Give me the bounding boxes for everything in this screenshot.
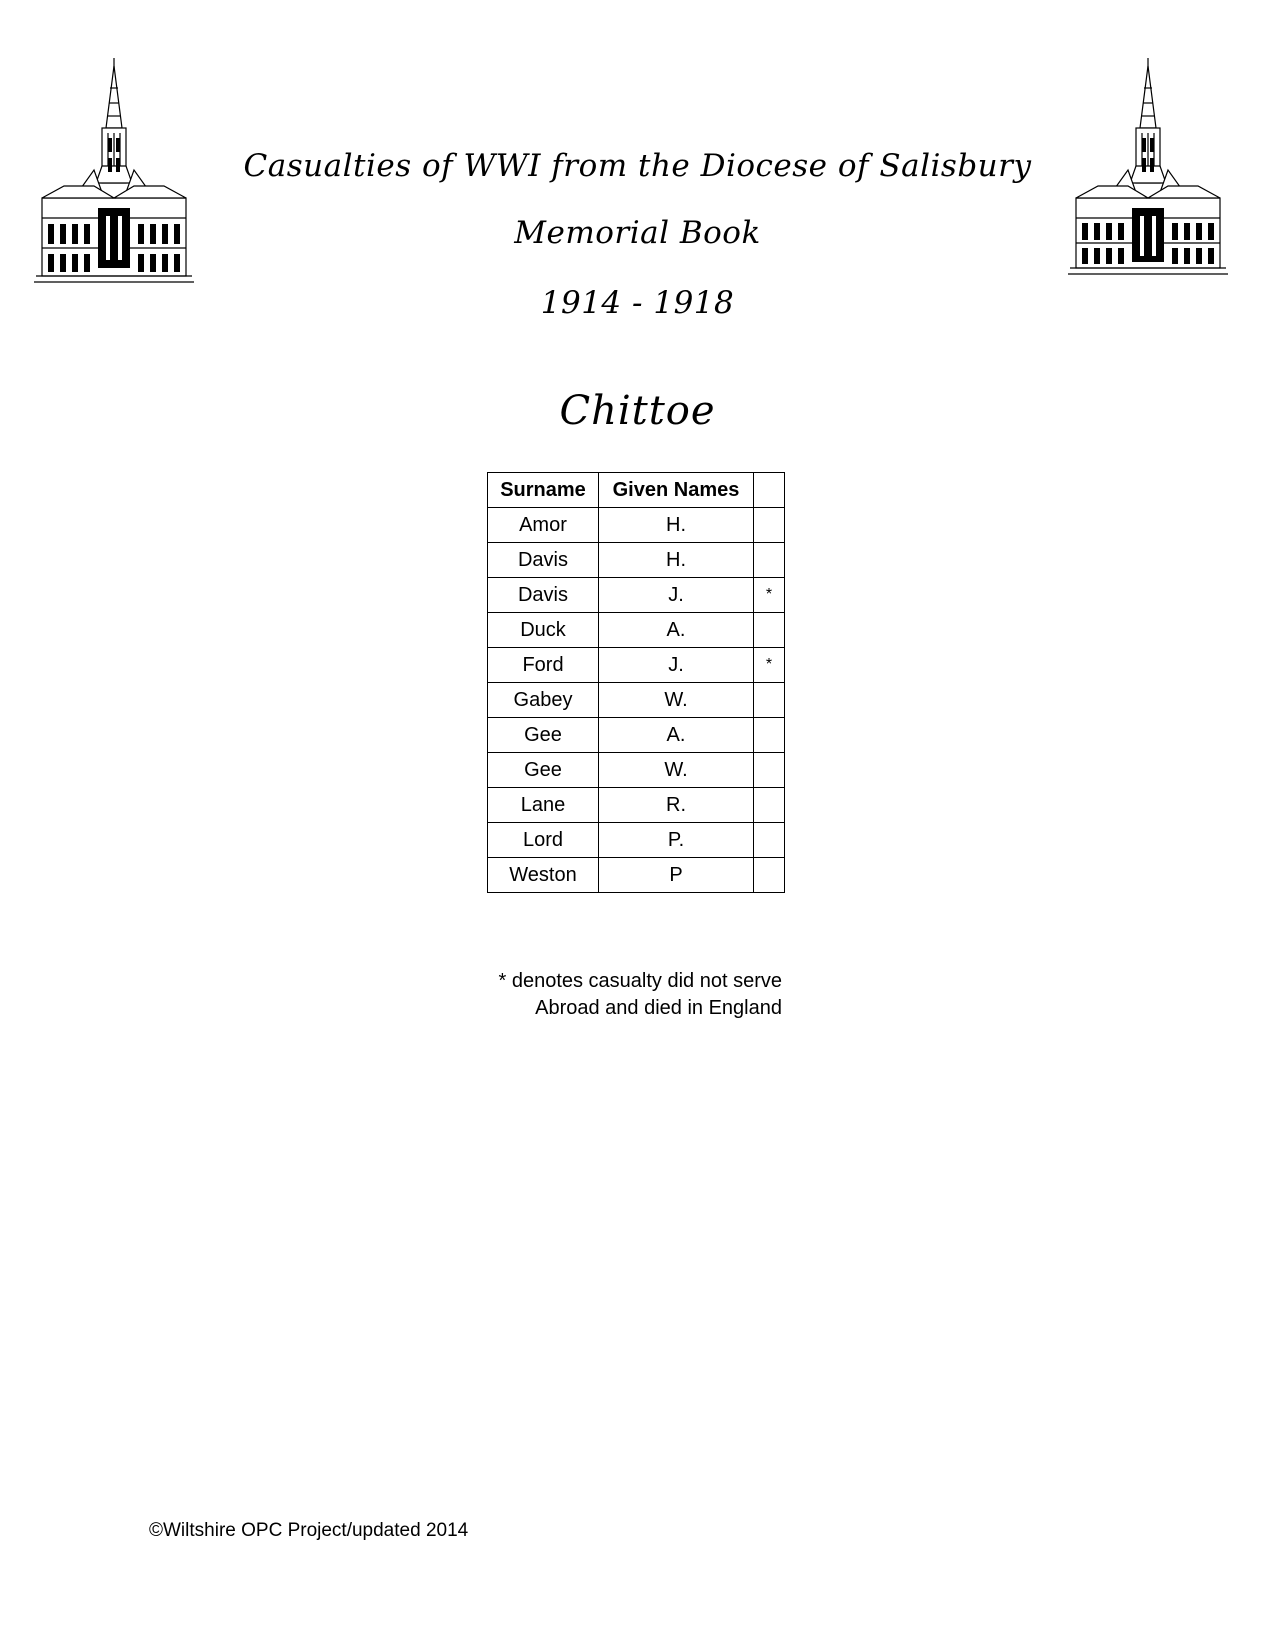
given-name-cell: P bbox=[599, 858, 754, 893]
mark-cell: * bbox=[754, 578, 785, 613]
mark-cell bbox=[754, 753, 785, 788]
surname-cell: Lane bbox=[488, 788, 599, 823]
column-header-mark bbox=[754, 473, 785, 508]
surname-cell: Gee bbox=[488, 718, 599, 753]
table-row bbox=[488, 508, 785, 543]
given-name-cell: A. bbox=[599, 613, 754, 648]
table-row bbox=[488, 753, 785, 788]
surname-cell: Weston bbox=[488, 858, 599, 893]
column-header-surname: Surname bbox=[488, 473, 599, 508]
table-row bbox=[488, 543, 785, 578]
given-name-cell: W. bbox=[599, 683, 754, 718]
mark-cell bbox=[754, 718, 785, 753]
given-name-cell: H. bbox=[599, 543, 754, 578]
surname-cell: Ford bbox=[488, 648, 599, 683]
copyright-footer: ©Wiltshire OPC Project/updated 2014 bbox=[149, 1520, 469, 1541]
table-row bbox=[488, 823, 785, 858]
surname-cell: Davis bbox=[488, 578, 599, 613]
given-name-cell: J. bbox=[599, 648, 754, 683]
footnote bbox=[480, 968, 782, 1022]
page-years: 1914 - 1918 bbox=[540, 285, 735, 321]
table-header-row bbox=[488, 473, 785, 508]
table-row bbox=[488, 648, 785, 683]
given-name-cell: W. bbox=[599, 753, 754, 788]
mark-cell bbox=[754, 543, 785, 578]
column-header-given-names: Given Names bbox=[599, 473, 754, 508]
surname-cell: Gee bbox=[488, 753, 599, 788]
mark-cell bbox=[754, 858, 785, 893]
page-title: Casualties of WWI from the Diocese of Salisbury bbox=[243, 148, 1032, 184]
given-name-cell: R. bbox=[599, 788, 754, 823]
mark-cell bbox=[754, 613, 785, 648]
surname-cell: Gabey bbox=[488, 683, 599, 718]
table-row bbox=[488, 718, 785, 753]
mark-cell bbox=[754, 823, 785, 858]
place-name: Chittoe bbox=[559, 388, 716, 434]
mark-cell bbox=[754, 508, 785, 543]
casualties-table bbox=[487, 472, 785, 893]
table-row bbox=[488, 683, 785, 718]
page-subtitle: Memorial Book bbox=[514, 215, 761, 251]
mark-cell bbox=[754, 683, 785, 718]
footnote-line-1: * denotes casualty did not serve bbox=[498, 970, 782, 992]
surname-cell: Davis bbox=[488, 543, 599, 578]
mark-cell: * bbox=[754, 648, 785, 683]
footnote-line-2: Abroad and died in England bbox=[535, 997, 782, 1019]
given-name-cell: P. bbox=[599, 823, 754, 858]
given-name-cell: A. bbox=[599, 718, 754, 753]
table-row bbox=[488, 613, 785, 648]
surname-cell: Amor bbox=[488, 508, 599, 543]
mark-cell bbox=[754, 788, 785, 823]
surname-cell: Lord bbox=[488, 823, 599, 858]
surname-cell: Duck bbox=[488, 613, 599, 648]
table-row bbox=[488, 788, 785, 823]
table-row bbox=[488, 578, 785, 613]
given-name-cell: J. bbox=[599, 578, 754, 613]
table-row bbox=[488, 858, 785, 893]
given-name-cell: H. bbox=[599, 508, 754, 543]
